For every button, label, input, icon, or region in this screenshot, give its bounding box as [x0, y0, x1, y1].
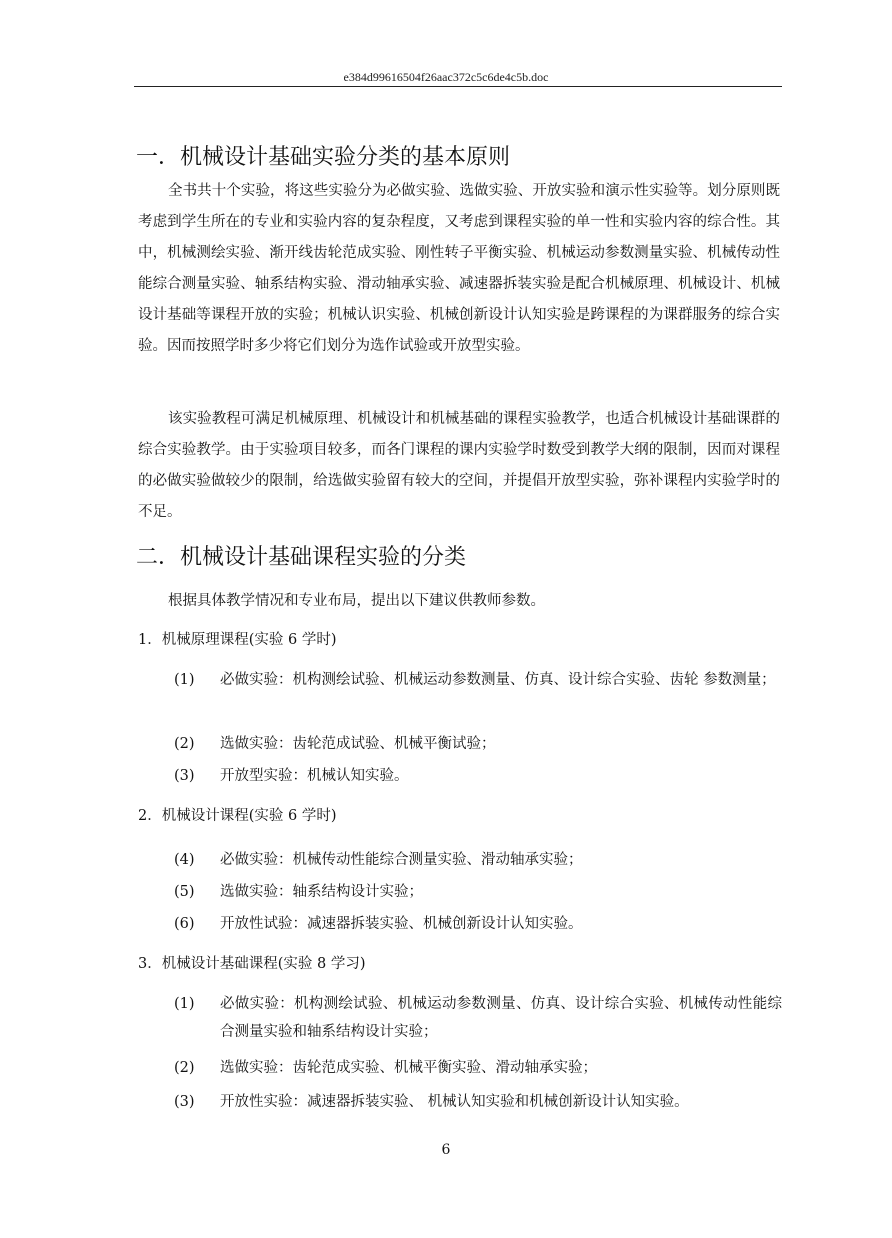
- item-text: 开放性实验：减速器拆装实验、 机械认知实验和机械创新设计认知实验。: [220, 1094, 689, 1110]
- section-1-paragraph-2: 该实验教程可满足机械原理、机械设计和机械基础的课程实验教学，也适合机械设计基础课群的综合实验教学。由于实验项目较多，而各门课程的课内实验学时数受到教学大纲的限制，因而对课程的必做实验做较少的限制，给选做实验留有较大的空间，并提倡开放型实验，弥补课程内实验学时的不足。: [138, 411, 780, 520]
- item-text: 选做实验：齿轮范成实验、机械平衡实验、滑动轴承实验；: [220, 1060, 597, 1076]
- list-item: [174, 730, 782, 758]
- item-number: (6): [174, 916, 195, 932]
- document-header: e384d99616504f26aac372c5c6de4c5b.doc: [343, 70, 549, 84]
- item-text: 开放性试验：减速器拆装实验、机械创新设计认知实验。: [220, 916, 583, 932]
- item-number: (1): [174, 672, 195, 688]
- section-2-intro: 根据具体教学情况和专业布局，提出以下建议供教师参数。: [168, 593, 545, 609]
- list-item: [174, 666, 782, 694]
- list-item: [174, 762, 782, 790]
- item-number: (4): [174, 852, 195, 868]
- item-number: (5): [174, 884, 195, 900]
- list-item: [174, 878, 782, 906]
- item-text: 选做实验：轴系结构设计实验；: [220, 884, 423, 900]
- page-number: 6: [441, 1142, 451, 1158]
- section-1-paragraph-1: 全书共十个实验，将这些实验分为必做实验、选做实验、开放实验和演示性实验等。划分原则既考虑到学生所在的专业和实验内容的复杂程度，又考虑到课程实验的单一性和实验内容的综合性。其中，机械测绘实验、渐开线齿轮范成实验、刚性转子平衡实验、机械运动参数测量实验、机械传动性能综合测量实验、轴系结构实验、滑动轴承实验、减速器拆装实验是配合机械原理、机械设计、机械设计基础等课程开放的实验；机械认识实验、机械创新设计认知实验是跨课程的为课群服务的综合实验。因而按照学时多少将它们划分为选作试验或开放型实验。: [138, 183, 780, 354]
- group-1-heading: 1．机械原理课程(实验 6 学时): [138, 632, 337, 648]
- item-number: (1): [174, 996, 195, 1012]
- item-text: 必做实验：机械传动性能综合测量实验、滑动轴承实验；: [220, 852, 583, 868]
- group-2-heading: 2．机械设计课程(实验 6 学时): [138, 808, 337, 824]
- item-number: (2): [174, 736, 195, 752]
- list-item: [174, 1088, 782, 1116]
- list-item: [174, 910, 782, 938]
- list-item: [174, 990, 782, 1046]
- section-1-title: 一．机械设计基础实验分类的基本原则: [136, 145, 511, 170]
- item-text: 必做实验：机构测绘试验、机械运动参数测量、仿真、设计综合实验、齿轮 参数测量；: [220, 672, 776, 688]
- item-number: (2): [174, 1060, 195, 1076]
- item-text: 选做实验：齿轮范成试验、机械平衡试验；: [220, 736, 496, 752]
- list-item: [174, 1054, 782, 1082]
- item-text: 开放型实验：机械认知实验。: [220, 768, 409, 784]
- item-text: 必做实验：机构测绘试验、机械运动参数测量、仿真、设计综合实验、机械传动性能综合测量实验和轴系结构设计实验；: [220, 996, 782, 1040]
- group-3-heading: 3．机械设计基础课程(实验 8 学习): [138, 956, 366, 972]
- item-number: (3): [174, 1094, 195, 1110]
- item-number: (3): [174, 768, 195, 784]
- header-rule: [134, 86, 782, 87]
- section-2-title: 二．机械设计基础课程实验的分类: [136, 545, 467, 570]
- list-item: [174, 846, 782, 874]
